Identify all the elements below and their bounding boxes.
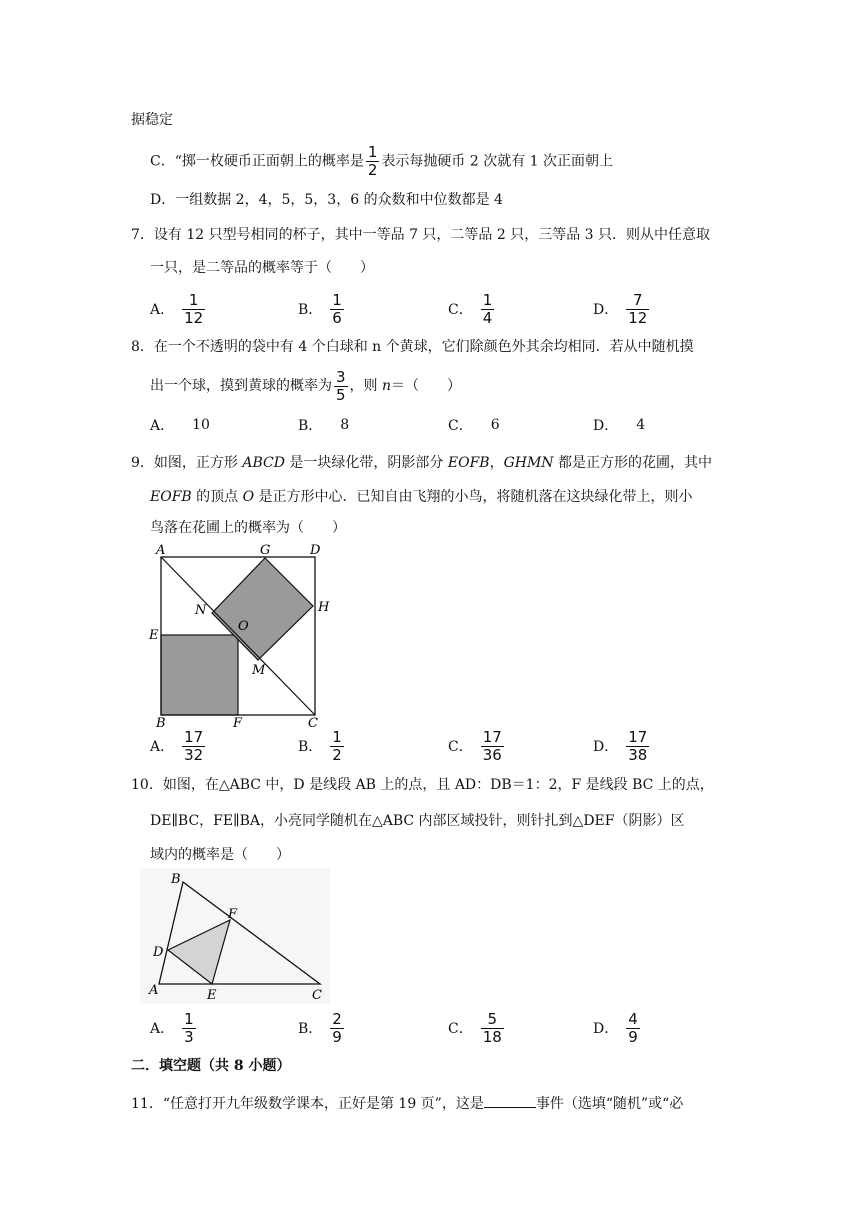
question-10-line-3: 域内的概率是（ ）: [150, 847, 290, 863]
question-8-line-1: 8．在一个不透明的袋中有 4 个白球和 n 个黄球，它们除颜色外其余均相同．若从中随机摸: [131, 339, 694, 355]
label-f: F: [228, 907, 238, 922]
question-11-line-1: 11．“任意打开九年级数学课本，正好是第 19 页”，这是 事件（选填“随机”或“必: [131, 1093, 683, 1114]
q8-option-d[interactable]: D． 4: [593, 417, 646, 434]
section-2-heading: 二．填空题（共 8 小题）: [131, 1058, 291, 1074]
question-9-line-2: EOFB 的顶点 O 是正方形中心．已知自由飞翔的小鸟，将随机落在这块绿化带上，则小: [150, 489, 693, 505]
question-9-line-3: 鸟落在花圃上的概率为（ ）: [150, 520, 346, 536]
fraction-one-half: $\frac{1}{2}$: [367, 143, 378, 179]
label-o: O: [238, 619, 249, 634]
question-10-line-1: 10．如图，在△ABC 中，D 是线段 AB 上的点，且 AD：DB＝1：2，F 是线段 BC 上的点，: [131, 777, 714, 793]
q10-option-b[interactable]: B． $\frac{2}{9}$: [298, 1009, 342, 1046]
label-e: E: [149, 628, 159, 643]
option-c-text-pre: C．“掷一枚硬币正面朝上的概率是: [150, 153, 364, 170]
label-h: H: [318, 600, 330, 615]
option-c-statement: [150, 144, 613, 179]
question-8-options: [150, 401, 750, 449]
label-e: E: [207, 988, 217, 1003]
label-b: B: [171, 872, 181, 887]
label-n: N: [195, 603, 207, 618]
text-line-continuation: 据稳定: [131, 112, 173, 128]
q8-option-b[interactable]: B． 8: [298, 417, 350, 434]
q10-option-d[interactable]: D． $\frac{4}{9}$: [593, 1009, 638, 1046]
question-7-options: [150, 285, 750, 333]
question-8-line-2: 出一个球，摸到黄球的概率为 $\frac{3}{5}$ ，则 n＝（ ）: [150, 367, 462, 404]
q8-option-a[interactable]: A． 10: [150, 417, 210, 434]
question-10-line-2: DE∥BC，FE∥BA，小亮同学随机在△ABC 内部区域投针，则针扎到△DEF（阴影）区: [150, 813, 685, 829]
label-d: D: [153, 945, 164, 960]
label-a: A: [156, 543, 166, 558]
question-9-line-1: 9．如图，正方形 ABCD 是一块绿化带，阴影部分 EOFB，GHMN 都是正方形的花圃，其中: [131, 455, 713, 471]
figure-10-triangle: [140, 868, 330, 1004]
label-m: M: [252, 663, 266, 678]
label-a: A: [149, 983, 159, 998]
label-f: F: [233, 716, 243, 728]
label-b: B: [156, 716, 166, 728]
figure-9-square-garden: [140, 538, 340, 728]
question-9-options: [150, 722, 750, 770]
q9-option-d[interactable]: D． $\frac{17}{38}$: [593, 727, 648, 764]
q7-option-d[interactable]: D． $\frac{7}{12}$: [593, 290, 648, 327]
label-c: C: [312, 988, 322, 1003]
label-d: D: [310, 543, 321, 558]
label-g: G: [260, 543, 271, 558]
question-7-line-2: 一只，是二等品的概率等于（ ）: [150, 260, 374, 276]
option-c-text-post: 表示每抛硬币 2 次就有 1 次正面朝上: [381, 153, 614, 170]
question-7-line-1: 7．设有 12 只型号相同的杯子，其中一等品 7 只，二等品 2 只，三等品 3 只．则从中任意取: [131, 227, 711, 243]
option-d-statement: D．一组数据 2，4，5，5，3，6 的众数和中位数都是 4: [150, 192, 503, 208]
q11-answer-blank[interactable]: [484, 1093, 536, 1108]
q9-option-a[interactable]: A． $\frac{17}{32}$: [150, 727, 204, 764]
q7-option-b[interactable]: B． $\frac{1}{6}$: [298, 290, 342, 327]
q7-option-a[interactable]: A． $\frac{1}{12}$: [150, 290, 204, 327]
fraction-three-fifths: $\frac{3}{5}$: [336, 367, 346, 404]
question-10-options: [150, 1004, 750, 1052]
q8-option-c[interactable]: C． 6: [448, 417, 500, 434]
label-c: C: [308, 716, 318, 728]
q7-option-c[interactable]: C． $\frac{1}{4}$: [448, 290, 493, 327]
q10-option-a[interactable]: A． $\frac{1}{3}$: [150, 1009, 194, 1046]
q9-option-b[interactable]: B． $\frac{1}{2}$: [298, 727, 342, 764]
shaded-square-eofb: [161, 635, 238, 715]
q10-option-c[interactable]: C． $\frac{5}{18}$: [448, 1009, 502, 1046]
q9-option-c[interactable]: C． $\frac{17}{36}$: [448, 727, 502, 764]
